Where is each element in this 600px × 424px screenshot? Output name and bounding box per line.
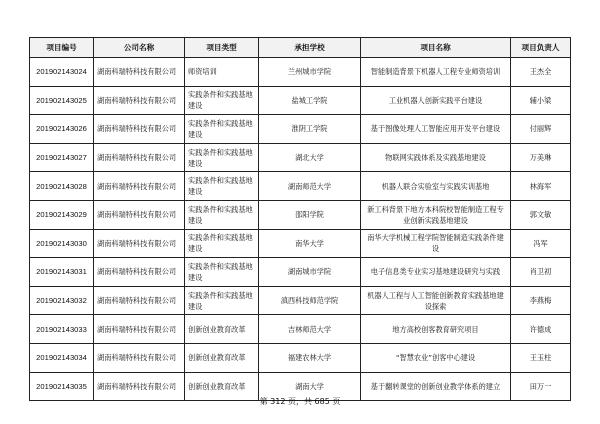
project-table xyxy=(29,37,571,401)
cell-project-leader: 肖卫初 xyxy=(511,258,571,287)
cell-project-code: 201902143031 xyxy=(30,258,94,287)
cell-project-type: 实践条件和实践基地建设 xyxy=(185,86,259,115)
project-table-container xyxy=(29,37,571,401)
cell-project-name: 机器人联合实验室与实践实训基地 xyxy=(361,172,511,201)
table-row xyxy=(30,315,571,344)
cell-project-type: 创新创业教育改革 xyxy=(185,372,259,401)
cell-project-type: 实践条件和实践基地建设 xyxy=(185,286,259,315)
table-row xyxy=(30,229,571,258)
cell-company-name: 湖南科瑞特科技有限公司 xyxy=(94,315,185,344)
cell-school: 湖南师范大学 xyxy=(259,172,361,201)
cell-project-type: 实践条件和实践基地建设 xyxy=(185,258,259,287)
header-project-code: 项目编号 xyxy=(30,38,94,58)
cell-company-name: 湖南科瑞特科技有限公司 xyxy=(94,143,185,172)
table-row xyxy=(30,200,571,229)
cell-company-name: 湖南科瑞特科技有限公司 xyxy=(94,286,185,315)
cell-project-type: 创新创业教育改革 xyxy=(185,315,259,344)
cell-company-name: 湖南科瑞特科技有限公司 xyxy=(94,58,185,87)
header-school: 承担学校 xyxy=(259,38,361,58)
cell-project-leader: 郭文敏 xyxy=(511,200,571,229)
cell-school: 湖南大学 xyxy=(259,372,361,401)
cell-company-name: 湖南科瑞特科技有限公司 xyxy=(94,200,185,229)
cell-school: 淮阴工学院 xyxy=(259,115,361,144)
cell-project-name: 基于翻转课堂的创新创业教学体系的建立 xyxy=(361,372,511,401)
cell-project-name: 工业机器人创新实践平台建设 xyxy=(361,86,511,115)
table-row xyxy=(30,343,571,372)
cell-project-name: 智能制造背景下机器人工程专业师资培训 xyxy=(361,58,511,87)
cell-project-name: 地方高校创客教育研究项目 xyxy=(361,315,511,344)
cell-company-name: 湖南科瑞特科技有限公司 xyxy=(94,258,185,287)
cell-school: 兰州城市学院 xyxy=(259,58,361,87)
header-company-name: 公司名称 xyxy=(94,38,185,58)
cell-project-leader: 王玉柱 xyxy=(511,343,571,372)
table-body xyxy=(30,58,571,401)
cell-company-name: 湖南科瑞特科技有限公司 xyxy=(94,172,185,201)
cell-project-code: 201902143029 xyxy=(30,200,94,229)
page-footer: 第 312 页，共 685 页 xyxy=(259,397,341,406)
cell-company-name: 湖南科瑞特科技有限公司 xyxy=(94,229,185,258)
cell-project-code: 201902143026 xyxy=(30,115,94,144)
cell-school: 盐城工学院 xyxy=(259,86,361,115)
cell-project-code: 201902143033 xyxy=(30,315,94,344)
cell-project-name: 基于图像处理人工智能应用开发平台建设 xyxy=(361,115,511,144)
table-row xyxy=(30,143,571,172)
cell-project-type: 实践条件和实践基地建设 xyxy=(185,200,259,229)
cell-project-code: 201902143025 xyxy=(30,86,94,115)
cell-project-leader: 许德成 xyxy=(511,315,571,344)
header-project-type: 项目类型 xyxy=(185,38,259,58)
cell-school: 邵阳学院 xyxy=(259,200,361,229)
table-row xyxy=(30,86,571,115)
cell-school: 湖北大学 xyxy=(259,143,361,172)
cell-school: 湖南城市学院 xyxy=(259,258,361,287)
table-row xyxy=(30,258,571,287)
cell-project-type: 实践条件和实践基地建设 xyxy=(185,115,259,144)
cell-project-code: 201902143034 xyxy=(30,343,94,372)
table-row xyxy=(30,58,571,87)
cell-company-name: 湖南科瑞特科技有限公司 xyxy=(94,372,185,401)
cell-project-code: 201902143028 xyxy=(30,172,94,201)
cell-project-name: 机器人工程与人工智能创新教育实践基地建设探索 xyxy=(361,286,511,315)
table-row xyxy=(30,286,571,315)
table-row xyxy=(30,172,571,201)
cell-project-code: 201902143030 xyxy=(30,229,94,258)
cell-project-type: 师资培训 xyxy=(185,58,259,87)
cell-project-code: 201902143035 xyxy=(30,372,94,401)
cell-project-name: 南华大学机械工程学院智能制造实践条件建设 xyxy=(361,229,511,258)
cell-project-leader: 冯军 xyxy=(511,229,571,258)
cell-project-code: 201902143027 xyxy=(30,143,94,172)
cell-project-code: 201902143024 xyxy=(30,58,94,87)
table-header-row xyxy=(30,38,571,58)
cell-company-name: 湖南科瑞特科技有限公司 xyxy=(94,343,185,372)
table-row xyxy=(30,115,571,144)
cell-project-leader: 辅小梁 xyxy=(511,86,571,115)
cell-school: 滇西科技师范学院 xyxy=(259,286,361,315)
cell-project-leader: 付丽辉 xyxy=(511,115,571,144)
cell-project-type: 实践条件和实践基地建设 xyxy=(185,172,259,201)
cell-school: 吉林师范大学 xyxy=(259,315,361,344)
cell-project-name: 物联网实践体系及实践基地建设 xyxy=(361,143,511,172)
cell-project-leader: 林海军 xyxy=(511,172,571,201)
cell-project-code: 201902143032 xyxy=(30,286,94,315)
header-project-name: 项目名称 xyxy=(361,38,511,58)
cell-project-type: 实践条件和实践基地建设 xyxy=(185,229,259,258)
cell-project-leader: 田万一 xyxy=(511,372,571,401)
cell-project-leader: 王杰全 xyxy=(511,58,571,87)
header-project-leader: 项目负责人 xyxy=(511,38,571,58)
cell-company-name: 湖南科瑞特科技有限公司 xyxy=(94,115,185,144)
cell-school: 福建农林大学 xyxy=(259,343,361,372)
cell-project-leader: 万美琳 xyxy=(511,143,571,172)
cell-company-name: 湖南科瑞特科技有限公司 xyxy=(94,86,185,115)
cell-project-type: 创新创业教育改革 xyxy=(185,343,259,372)
cell-project-type: 实践条件和实践基地建设 xyxy=(185,143,259,172)
cell-project-name: “智慧农业”创客中心建设 xyxy=(361,343,511,372)
cell-project-name: 电子信息类专业实习基地建设研究与实践 xyxy=(361,258,511,287)
cell-school: 南华大学 xyxy=(259,229,361,258)
cell-project-leader: 李燕梅 xyxy=(511,286,571,315)
cell-project-name: 新工科背景下地方本科院校智能制造工程专业创新实践基地建设 xyxy=(361,200,511,229)
